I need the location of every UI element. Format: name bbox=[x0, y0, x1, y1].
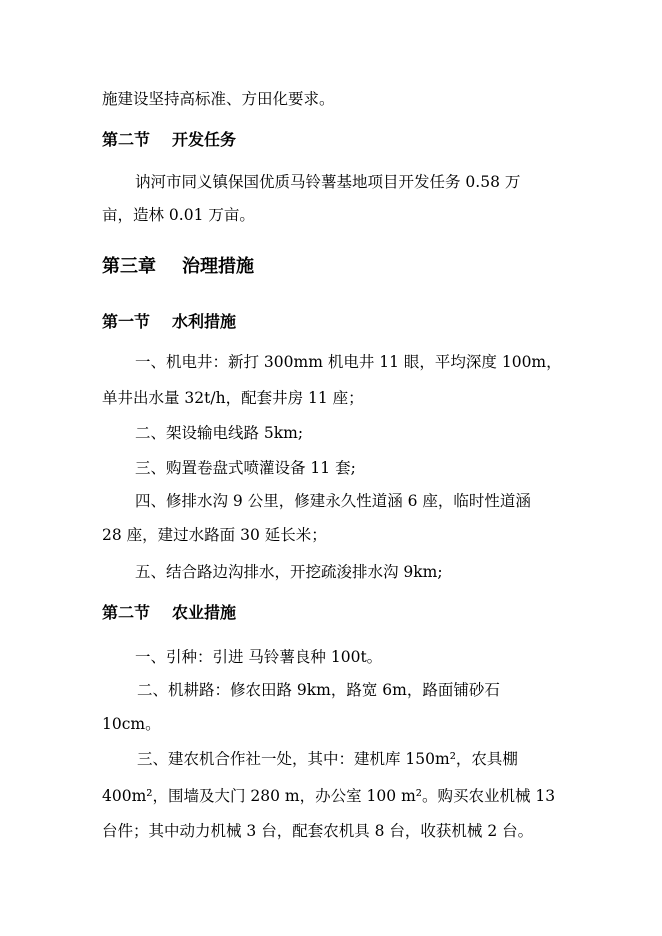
list-item: 一、引种：引进 马铃薯良种 100t。 bbox=[135, 648, 383, 666]
paragraph-development-line1: 讷河市同义镇保国优质马铃薯基地项目开发任务 0.58 万 bbox=[135, 173, 521, 191]
list-item-continuation: 400m²，围墙及大门 280 m，办公室 100 m²。购买农业机械 13 bbox=[102, 787, 556, 805]
section-heading-agriculture-measures bbox=[102, 603, 236, 623]
paragraph-intro-end: 施建设坚持高标准、方田化要求。 bbox=[102, 90, 335, 108]
list-item: 一、机电井：新打 300mm 机电井 11 眼，平均深度 100m， bbox=[135, 353, 562, 371]
list-item: 三、建农机合作社一处，其中：建机库 150m²，农具棚 bbox=[137, 750, 518, 768]
section-title: 水利措施 bbox=[172, 312, 237, 331]
list-item: 二、机耕路：修农田路 9km，路宽 6m，路面铺砂石 bbox=[137, 681, 500, 699]
section-heading-development-tasks bbox=[102, 130, 236, 150]
section-title: 农业措施 bbox=[172, 603, 237, 622]
list-item-continuation: 28 座，建过水路面 30 延长米； bbox=[102, 526, 327, 544]
list-item-continuation: 10cm。 bbox=[102, 715, 161, 733]
section-title: 开发任务 bbox=[172, 130, 237, 149]
list-item-continuation: 台件；其中动力机械 3 台，配套农机具 8 台，收获机械 2 台。 bbox=[102, 822, 534, 840]
section-number: 第二节 bbox=[102, 603, 151, 622]
section-heading-water-measures bbox=[102, 312, 236, 332]
list-item-continuation: 单井出水量 32t/h，配套井房 11 座； bbox=[102, 389, 364, 407]
section-number: 第二节 bbox=[102, 130, 151, 149]
list-item: 三、购置卷盘式喷灌设备 11 套; bbox=[135, 459, 356, 477]
list-item: 四、修排水沟 9 公里，修建永久性道涵 6 座，临时性道涵 bbox=[135, 492, 531, 510]
list-item: 二、架设输电线路 5km; bbox=[135, 424, 304, 442]
paragraph-development-line2: 亩，造林 0.01 万亩。 bbox=[102, 206, 255, 224]
chapter-heading-governance-measures bbox=[102, 255, 254, 279]
chapter-title: 治理措施 bbox=[182, 256, 254, 277]
list-item: 五、结合路边沟排水，开挖疏浚排水沟 9km; bbox=[135, 563, 443, 581]
section-number: 第一节 bbox=[102, 312, 151, 331]
chapter-number: 第三章 bbox=[102, 256, 156, 277]
